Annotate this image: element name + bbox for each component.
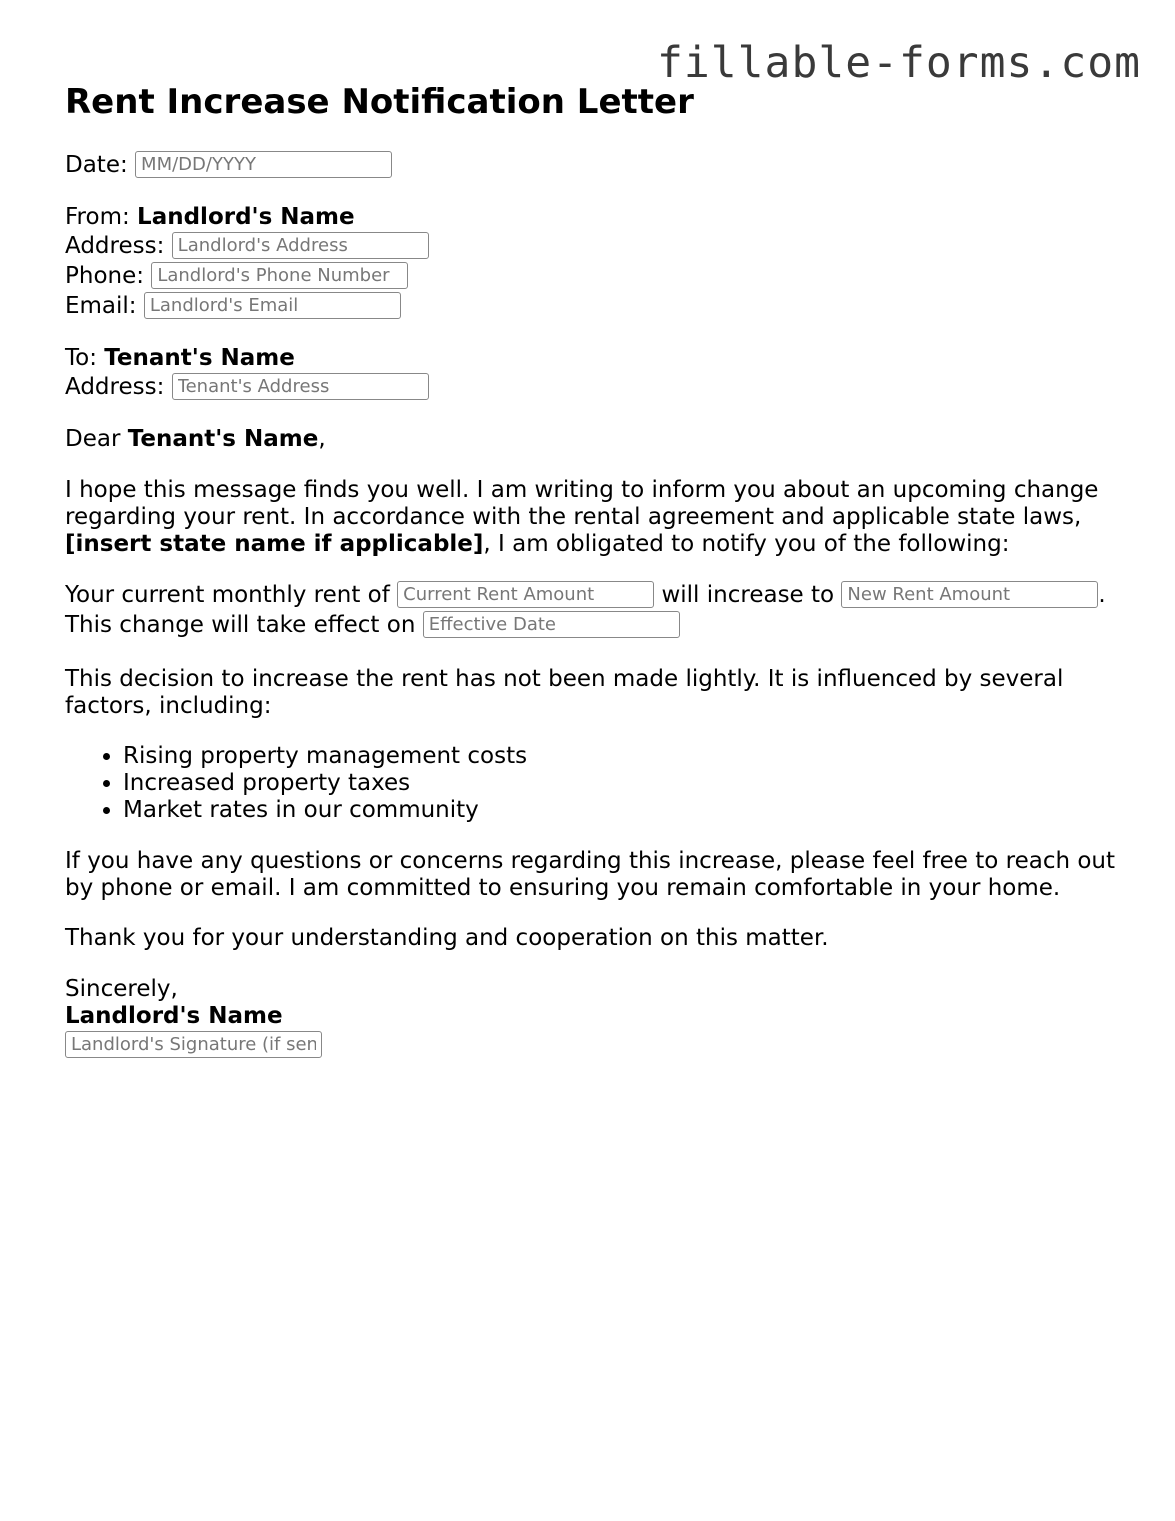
site-watermark: fillable-forms.com xyxy=(657,38,1141,88)
rent-period: . xyxy=(1098,582,1106,608)
valediction: Sincerely, xyxy=(65,976,178,1002)
state-name-placeholder: [insert state name if applicable] xyxy=(65,531,484,557)
tenant-address-label: Address: xyxy=(65,374,165,400)
list-item: • Market rates in our community xyxy=(123,797,1145,824)
effective-date-text: This change will take effect on xyxy=(65,612,416,638)
closing-landlord-name: Landlord's Name xyxy=(65,1003,283,1029)
current-rent-text: Your current monthly rent of xyxy=(65,582,390,608)
new-rent-input[interactable] xyxy=(841,581,1098,608)
date-label: Date: xyxy=(65,152,128,178)
questions-paragraph xyxy=(65,848,1145,902)
intro-text: I hope this message finds you well. I am writing to inform you about an upcoming change regarding your rent. In accordance with the rental agreement and applicable state laws, xyxy=(65,477,1099,530)
from-label: From: xyxy=(65,204,130,230)
effective-date-input[interactable] xyxy=(423,611,680,638)
greeting xyxy=(65,426,1145,453)
closing-section xyxy=(65,976,1145,1060)
current-rent-input[interactable] xyxy=(397,581,654,608)
to-section xyxy=(65,345,1145,402)
thanks-paragraph xyxy=(65,925,1145,952)
reasons-intro xyxy=(65,666,1145,720)
landlord-email-label: Email: xyxy=(65,293,137,319)
list-item: • Increased property taxes xyxy=(123,770,1145,797)
reasons-list xyxy=(65,743,1145,824)
from-section xyxy=(65,204,1145,321)
reasons-list-container xyxy=(65,743,1145,824)
greeting-comma: , xyxy=(318,426,326,452)
questions-text: If you have any questions or concerns regarding this increase, please feel free to reach out by phone or email. I am committed to ensuring you remain comfortable in your home. xyxy=(65,848,1116,901)
date-section xyxy=(65,150,1145,180)
reasons-intro-text: This decision to increase the rent has not been made lightly. It is influenced by several factors, including: xyxy=(65,666,1064,719)
date-input[interactable] xyxy=(135,151,392,178)
list-item: • Rising property management costs xyxy=(123,743,1145,770)
intro-text-end: , I am obligated to notify you of the following: xyxy=(483,531,1010,557)
page-title: Rent Increase Notification Letter xyxy=(65,82,694,122)
landlord-phone-input[interactable] xyxy=(151,262,408,289)
intro-paragraph xyxy=(65,477,1145,558)
thanks-text: Thank you for your understanding and cooperation on this matter. xyxy=(65,925,829,951)
increase-to-text: will increase to xyxy=(661,582,835,608)
signature-input[interactable] xyxy=(65,1031,322,1058)
rent-change-section xyxy=(65,580,1145,640)
tenant-address-input[interactable] xyxy=(172,373,429,400)
landlord-phone-label: Phone: xyxy=(65,263,144,289)
landlord-address-label: Address: xyxy=(65,233,165,259)
to-label: To: xyxy=(65,345,97,371)
tenant-name: Tenant's Name xyxy=(104,345,295,371)
landlord-name: Landlord's Name xyxy=(137,204,355,230)
landlord-email-input[interactable] xyxy=(144,292,401,319)
greeting-prefix: Dear xyxy=(65,426,121,452)
landlord-address-input[interactable] xyxy=(172,232,429,259)
greeting-tenant-name: Tenant's Name xyxy=(127,426,319,452)
